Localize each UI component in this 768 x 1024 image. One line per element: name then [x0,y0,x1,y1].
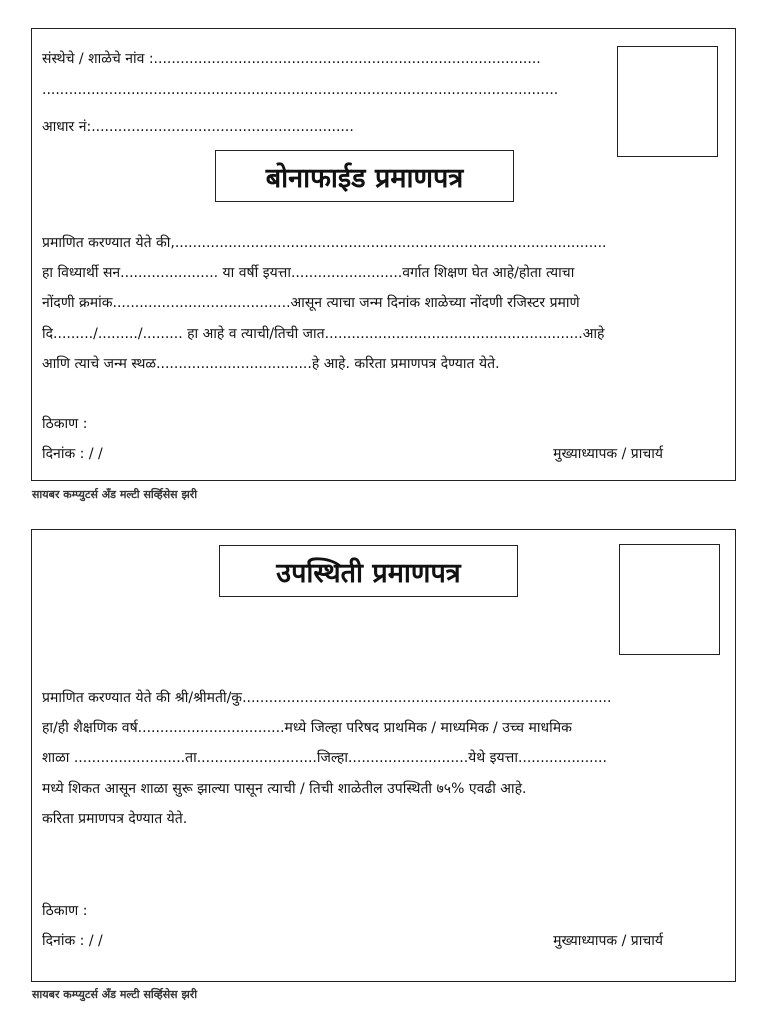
certificate-title: उपस्थिती प्रमाणपत्र [219,545,518,597]
photo-box [617,46,718,157]
photo-box [619,544,720,655]
body-line-1: प्रमाणित करण्यात येते की श्री/श्रीमती/कु................................................................................... [42,690,612,706]
body-line-5: करिता प्रमाणपत्र देण्यात येते. [42,811,188,827]
place-label: ठिकाण : [42,903,88,919]
body-line-4: मध्ये शिकत आसून शाळा सुरू झाल्या पासून त्याची / तिची शाळेतील उपस्थिती ७५% एवढी आहे. [42,781,527,797]
certificate-title: बोनाफाईड प्रमाणपत्र [215,150,514,202]
body-line-5: आणि त्याचे जन्म स्थळ...................................हे आहे. करिता प्रमाणपत्र देण्यात येते. [42,356,500,372]
aadhar-field: आधार नं:........................................................... [42,119,354,135]
body-line-2: हा/ही शैक्षणिक वर्ष.................................मध्ये जिल्हा परिषद प्राथमिक / माध्यमिक / उच्च माधमिक [42,720,572,736]
place-label: ठिकाण : [42,416,88,432]
footer-note: सायबर कम्प्युटर्स अँड मल्टी सर्व्हिसेस झरी [32,488,198,501]
date-label: दिनांक : / / [42,446,103,462]
body-line-2: हा विध्यार्थी सन...................... या वर्षी इयत्ता.........................वर्गात शिक्षण घेत आहे/होता त्याचा [42,265,575,281]
school-name-field: संस्थेचे / शाळेचे नांव :....................................................................................... [42,51,541,67]
body-line-3: नोंदणी क्रमांक........................................आसून त्याचा जन्म दिनांक शाळेच्या नोंदणी रजिस्टर प्रमाणे [42,295,580,311]
body-line-1: प्रमाणित करण्यात येते की,................................................................................................. [42,235,607,251]
signatory-label: मुख्याध्यापक / प्राचार्य [553,446,663,462]
signatory-label: मुख्याध्यापक / प्राचार्य [553,933,663,949]
school-name-continuation: .................................................................................................................... [42,82,559,98]
footer-note: सायबर कम्प्युटर्स अँड मल्टी सर्व्हिसेस झरी [32,988,198,1001]
body-line-4: दि........./........./......... हा आहे व त्याची/तिची जात..........................................................आहे [42,326,605,342]
attendance-certificate-card [31,529,736,982]
bonafide-certificate-card [31,28,736,481]
date-label: दिनांक : / / [42,933,103,949]
body-line-3: शाळा .........................ता...........................जिल्हा...........................येथे इयत्ता.................... [42,750,607,766]
